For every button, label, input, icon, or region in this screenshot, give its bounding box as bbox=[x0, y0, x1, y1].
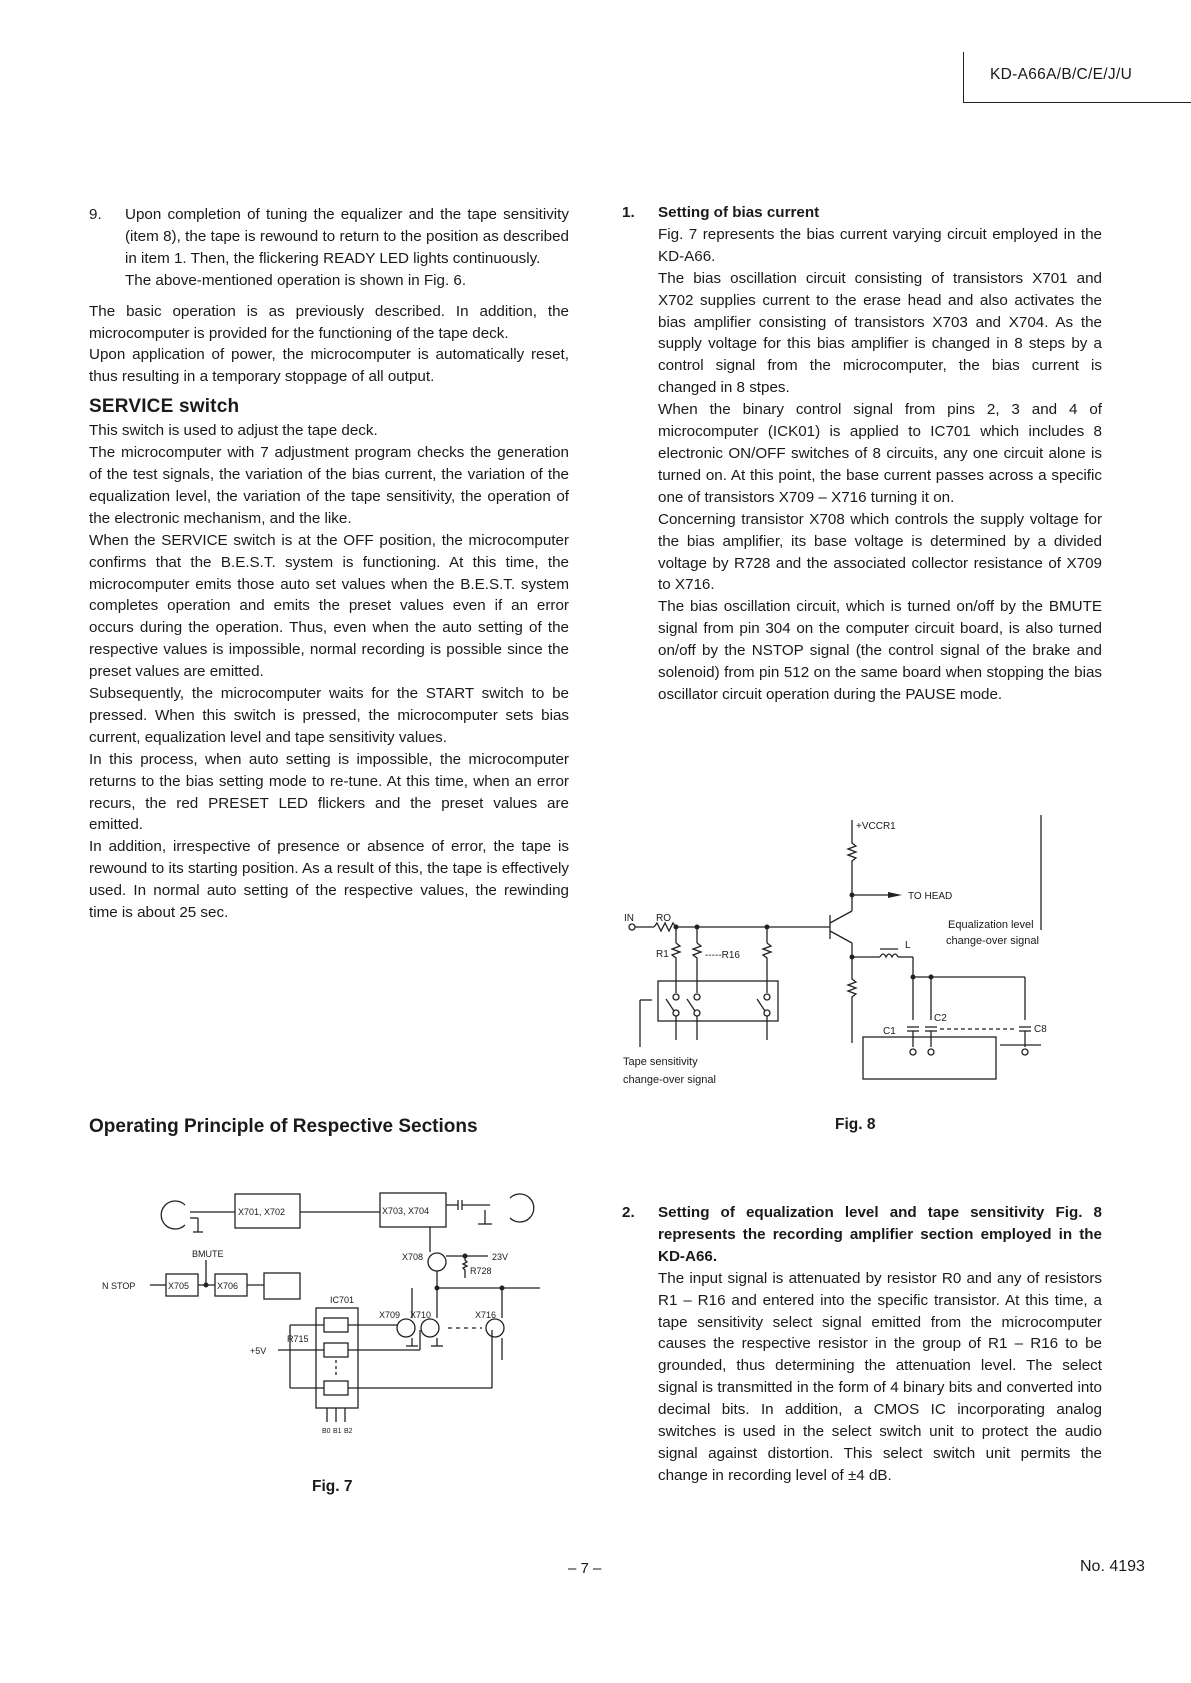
paragraph: The microcomputer with 7 adjustment program checks the generation of the test signals, the variation of the bias current, the variation of the equalization level, the variation of the tape sensitivity, the operation of the electronic mechanism, and the like. bbox=[89, 444, 569, 527]
svg-text:R1: R1 bbox=[656, 949, 669, 960]
paragraph: The bias oscillation circuit, which is turned on/off by the BMUTE signal from pin 304 on the computer circuit board, is also turned on/off by the NSTOP signal (the control signal of the brake and solenoid) from pin 512 on the same board when stopping the bias oscillator circuit operation during the PAUSE mode. bbox=[658, 598, 1102, 703]
svg-text:Equalization level: Equalization level bbox=[948, 919, 1034, 931]
svg-text:X706: X706 bbox=[217, 1281, 239, 1291]
section-heading-operating: Operating Principle of Respective Sections bbox=[89, 1116, 478, 1137]
section-2 bbox=[622, 1202, 1102, 1487]
svg-text:change-over signal: change-over signal bbox=[946, 935, 1039, 947]
paragraph: This switch is used to adjust the tape deck. bbox=[89, 422, 378, 440]
svg-text:IC701: IC701 bbox=[330, 1295, 355, 1305]
page-number: – 7 – bbox=[568, 1560, 602, 1577]
svg-text:+5V: +5V bbox=[250, 1346, 267, 1356]
paragraph: Fig. 7 represents the bias current varying circuit employed in the KD-A66. bbox=[658, 225, 1102, 265]
svg-text:X701, X702: X701, X702 bbox=[238, 1207, 286, 1217]
fig7-block-diagram bbox=[90, 1150, 560, 1450]
fig8-circuit-diagram bbox=[620, 815, 1095, 1095]
item-9-text: Upon completion of tuning the equalizer and the tape sensitivity (item 8), the tape is rewound to return to the position as described in item 1. Then, the flickering READY LED lights continuously. bbox=[125, 206, 569, 267]
section-heading-service: SERVICE switch bbox=[89, 396, 240, 418]
svg-text:X716: X716 bbox=[475, 1310, 497, 1320]
document-number: No. 4193 bbox=[1080, 1558, 1145, 1575]
svg-text:C1: C1 bbox=[883, 1026, 896, 1037]
svg-text:B0: B0 bbox=[322, 1428, 331, 1435]
fig7-caption: Fig. 7 bbox=[312, 1478, 353, 1495]
left-column bbox=[89, 204, 569, 924]
svg-text:X708: X708 bbox=[402, 1252, 424, 1262]
model-number: KD-A66A/B/C/E/J/U bbox=[990, 66, 1133, 83]
svg-text:X709: X709 bbox=[379, 1310, 401, 1320]
svg-text:23V: 23V bbox=[492, 1252, 509, 1262]
svg-text:X705: X705 bbox=[168, 1281, 190, 1291]
svg-text:TO HEAD: TO HEAD bbox=[908, 891, 953, 902]
section-number: 1. bbox=[622, 204, 635, 221]
paragraph: The basic operation is as previously described. In addition, the microcomputer is provided for the functioning of the tape deck. bbox=[89, 302, 569, 342]
paragraph: Subsequently, the microcomputer waits for the START switch to be pressed. When this switch is pressed, the microcomputer sets bias current, equalization level and tape sensitivity values. bbox=[89, 685, 569, 746]
section-title: Setting of equalization level and tape sensitivity Fig. 8 represents the recording amplifier section employed in the KD-A66. bbox=[658, 1204, 1102, 1265]
section-number: 2. bbox=[622, 1204, 635, 1221]
section-title: Setting of bias current bbox=[658, 204, 820, 221]
paragraph: When the binary control signal from pins 2, 3 and 4 of microcomputer (ICK01) is applied to IC701 which includes 8 electronic ON/OFF switches of 8 circuits, any one circuit alone is turned on. At this point, the base current passes across a specific one of transistors X709 – X716 turning it on. bbox=[658, 401, 1102, 506]
svg-text:R728: R728 bbox=[470, 1266, 492, 1276]
svg-text:IN: IN bbox=[624, 913, 634, 924]
svg-text:C2: C2 bbox=[934, 1013, 947, 1024]
paragraph: In this process, when auto setting is impossible, the microcomputer returns to the bias setting mode to re-tune. At this time, when an error recurs, the red PRESET LED flickers and the preset values are emitted. bbox=[89, 750, 569, 834]
svg-text:B2: B2 bbox=[344, 1428, 353, 1435]
svg-text:N STOP: N STOP bbox=[102, 1281, 136, 1291]
svg-text:Tape sensitivity: Tape sensitivity bbox=[623, 1056, 698, 1068]
svg-text:B1: B1 bbox=[333, 1428, 342, 1435]
fig8-caption: Fig. 8 bbox=[835, 1116, 876, 1133]
svg-text:X710: X710 bbox=[410, 1310, 432, 1320]
item-9-text-2: The above-mentioned operation is shown in Fig. 6. bbox=[125, 271, 467, 289]
paragraph: When the SERVICE switch is at the OFF position, the microcomputer confirms that the B.E.S.T. system is functioning. At this time, the microcomputer emits those auto set values when the B.E.S.T. system completes operation and emits the preset values even if an error occurs during the operation. Thus, even when the auto setting of the respective values is impossible, normal recording is possible since the preset values are emitted. bbox=[89, 531, 569, 681]
right-column bbox=[622, 202, 1102, 706]
svg-text:-----R16: -----R16 bbox=[705, 950, 740, 961]
svg-text:R715: R715 bbox=[287, 1334, 309, 1344]
paragraph: In addition, irrespective of presence or absence of error, the tape is rewound to its starting position. As a result of this, the tape is effectively used. In normal auto setting of the respective values, the rewinding time is about 25 sec. bbox=[89, 838, 569, 922]
header-model-box bbox=[963, 52, 1191, 103]
svg-text:change-over signal: change-over signal bbox=[623, 1074, 716, 1086]
svg-text:L: L bbox=[905, 940, 911, 951]
svg-text:X703, X704: X703, X704 bbox=[382, 1206, 430, 1216]
paragraph: The input signal is attenuated by resistor R0 and any of resistors R1 – R16 and entered into the specific transistor. At this time, a tape sensitivity select signal emitted from the microcomputer causes the respective resistor in the group of R1 – R16 to be grounded, thus determining the attenuation level. The select signal is transmitted in the form of 4 binary bits and converted into decimal bits. In addition, a CMOS IC incorporating analog switches is used in the select switch unit to protect the audio signal against distortion. This select switch unit permits the change in recording level of ±4 dB. bbox=[658, 1269, 1102, 1484]
item-9 bbox=[89, 204, 569, 292]
item-number: 9. bbox=[89, 206, 102, 223]
svg-text:BMUTE: BMUTE bbox=[192, 1249, 224, 1259]
svg-text:C8: C8 bbox=[1034, 1024, 1047, 1035]
svg-text:RO: RO bbox=[656, 913, 671, 924]
section-2-item bbox=[622, 1202, 1102, 1487]
paragraph: Upon application of power, the microcomputer is automatically reset, thus resulting in a temporary stoppage of all output. bbox=[89, 346, 569, 386]
section-1 bbox=[622, 202, 1102, 706]
paragraph: The bias oscillation circuit consisting of transistors X701 and X702 supplies current to the erase head and also activates the bias amplifier consisting of transistors X703 and X704. As the supply voltage for this bias amplifier is changed in 8 steps by a control signal from the microcomputer, the bias current is changed in 8 stpes. bbox=[658, 269, 1102, 397]
paragraph: Concerning transistor X708 which controls the supply voltage for the bias amplifier, its base voltage is determined by a divided voltage by R728 and the associated collector resistance of X709 to X716. bbox=[658, 510, 1102, 594]
svg-text:+VCCR1: +VCCR1 bbox=[856, 821, 896, 832]
